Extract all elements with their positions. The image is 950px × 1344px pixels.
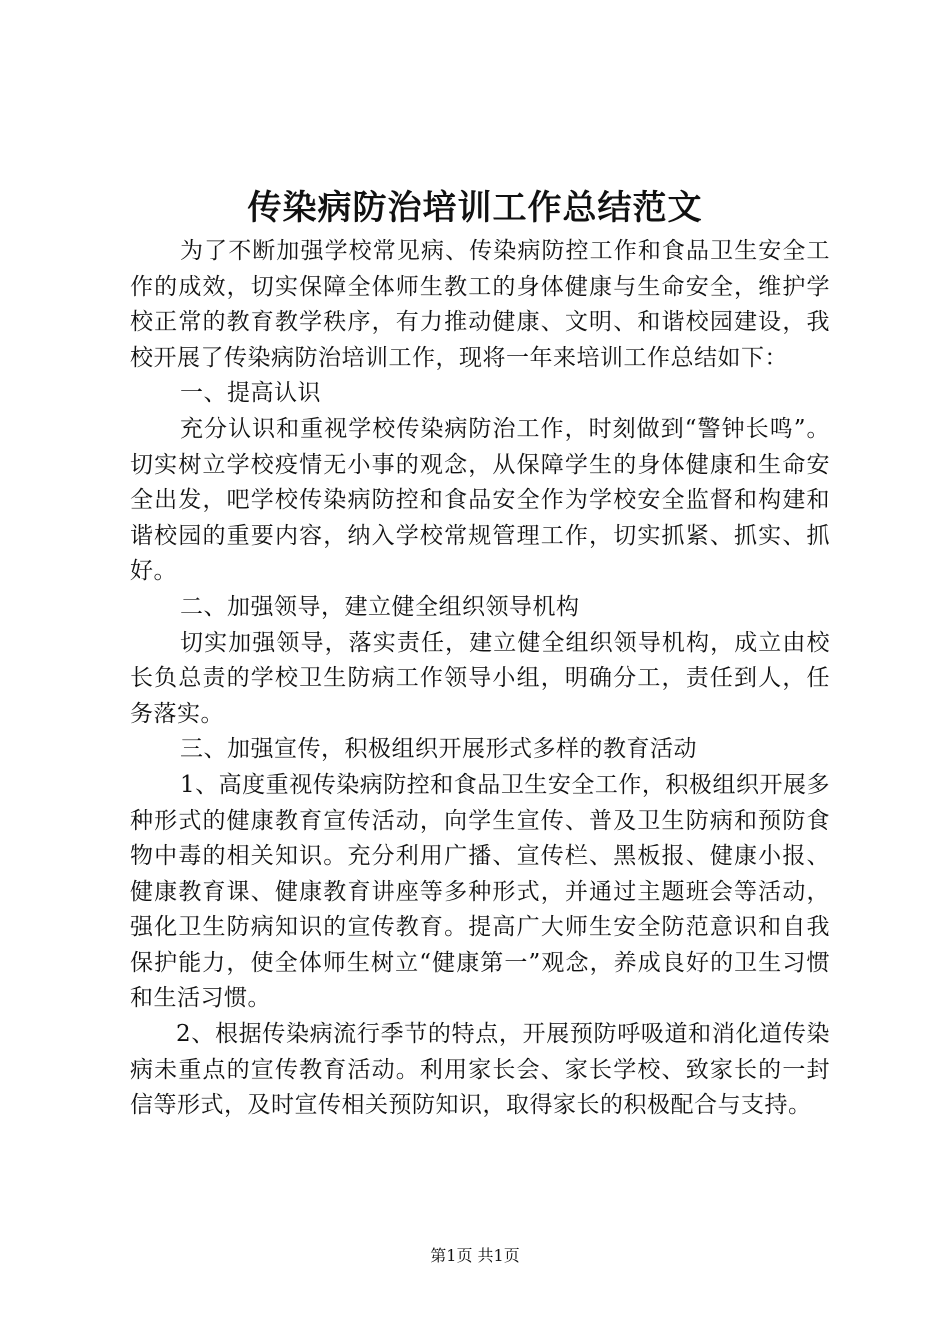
document-body [130,234,830,1124]
section-2-paragraph: 切实加强领导，落实责任，建立健全组织领导机构，成立由校长负总责的学校卫生防病工作领导小组，明确分工，责任到人，任务落实。 [130,629,830,727]
page-number-footer: 第1页 共1页 [430,1246,520,1265]
section-3-item-2: 2、根据传染病流行季节的特点，开展预防呼吸道和消化道传染病未重点的宣传教育活动。利用家长会、家长学校、致家长的一封信等形式，及时宣传相关预防知识，取得家长的积极配合与支持。 [130,1021,830,1119]
section-1-paragraph: 充分认识和重视学校传染病防治工作，时刻做到“警钟长鸣”。切实树立学校疫情无小事的观念，从保障学生的身体健康和生命安全出发，吧学校传染病防控和食品安全作为学校安全监督和构建和谐校园的重要内容，纳入学校常规管理工作，切实抓紧、抓实、抓好。 [130,415,830,585]
section-heading-3: 三、加强宣传，积极组织开展形式多样的教育活动 [180,736,697,763]
section-3-item-1: 1、高度重视传染病防控和食品卫生安全工作，积极组织开展多种形式的健康教育宣传活动，向学生宣传、普及卫生防病和预防食物中毒的相关知识。充分利用广播、宣传栏、黑板报、健康小报、健康教育课、健康教育讲座等多种形式，并通过主题班会等活动，强化卫生防病知识的宣传教育。提高广大师生安全防范意识和自我保护能力，使全体师生树立“健康第一”观念，养成良好的卫生习惯和生活习惯。 [130,771,830,1012]
intro-paragraph: 为了不断加强学校常见病、传染病防控工作和食品卫生安全工作的成效，切实保障全体师生教工的身体健康与生命安全，维护学校正常的教育教学秩序，有力推动健康、文明、和谐校园建设，我校开展了传染病防治培训工作，现将一年来培训工作总结如下： [130,238,830,371]
section-heading-2: 二、加强领导，建立健全组织领导机构 [180,593,580,620]
document-title: 传染病防治培训工作总结范文 [247,188,703,228]
section-heading-1: 一、提高认识 [180,380,321,407]
